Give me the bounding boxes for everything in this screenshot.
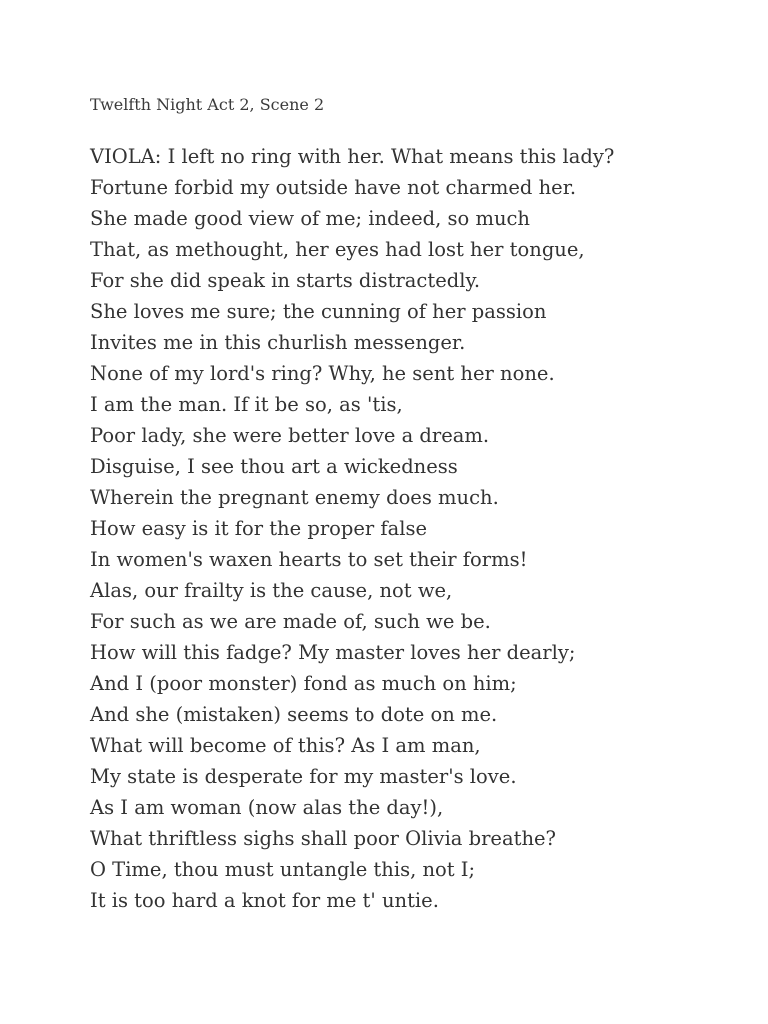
verse-line: VIOLA: I left no ring with her. What means this lady? (90, 145, 615, 168)
verse-line: How easy is it for the proper false (90, 517, 428, 540)
verse-line: Wherein the pregnant enemy does much. (90, 486, 499, 509)
verse-line: None of my lord's ring? Why, he sent her none. (90, 362, 555, 385)
verse-line: What thriftless sighs shall poor Olivia breathe? (90, 827, 556, 850)
verse-line: What will become of this? As I am man, (90, 734, 481, 757)
verse-line: My state is desperate for my master's love. (90, 765, 517, 788)
verse-line: Invites me in this churlish messenger. (90, 331, 466, 354)
verse-line: Fortune forbid my outside have not charmed her. (90, 176, 577, 199)
verse-line: She made good view of me; indeed, so much (90, 207, 530, 230)
verse-line: I am the man. If it be so, as 'tis, (90, 393, 403, 416)
verse-line: In women's waxen hearts to set their forms! (90, 548, 528, 571)
verse-line: For she did speak in starts distractedly. (90, 269, 481, 292)
verse-line: Disguise, I see thou art a wickedness (90, 455, 458, 478)
verse-line: For such as we are made of, such we be. (90, 610, 491, 633)
verse-line: That, as methought, her eyes had lost her tongue, (90, 238, 585, 261)
verse-line: And she (mistaken) seems to dote on me. (90, 703, 498, 726)
verse-passage (90, 141, 614, 916)
verse-line: How will this fadge? My master loves her dearly; (90, 641, 576, 664)
verse-line: Poor lady, she were better love a dream. (90, 424, 490, 447)
verse-line: It is too hard a knot for me t' untie. (90, 889, 439, 912)
verse-line: O Time, thou must untangle this, not I; (90, 858, 476, 881)
verse-line: As I am woman (now alas the day!), (90, 796, 444, 819)
verse-line: And I (poor monster) fond as much on him; (90, 672, 517, 695)
document-heading: Twelfth Night Act 2, Scene 2 (90, 95, 325, 114)
verse-line: Alas, our frailty is the cause, not we, (90, 579, 453, 602)
verse-line: She loves me sure; the cunning of her passion (90, 300, 547, 323)
